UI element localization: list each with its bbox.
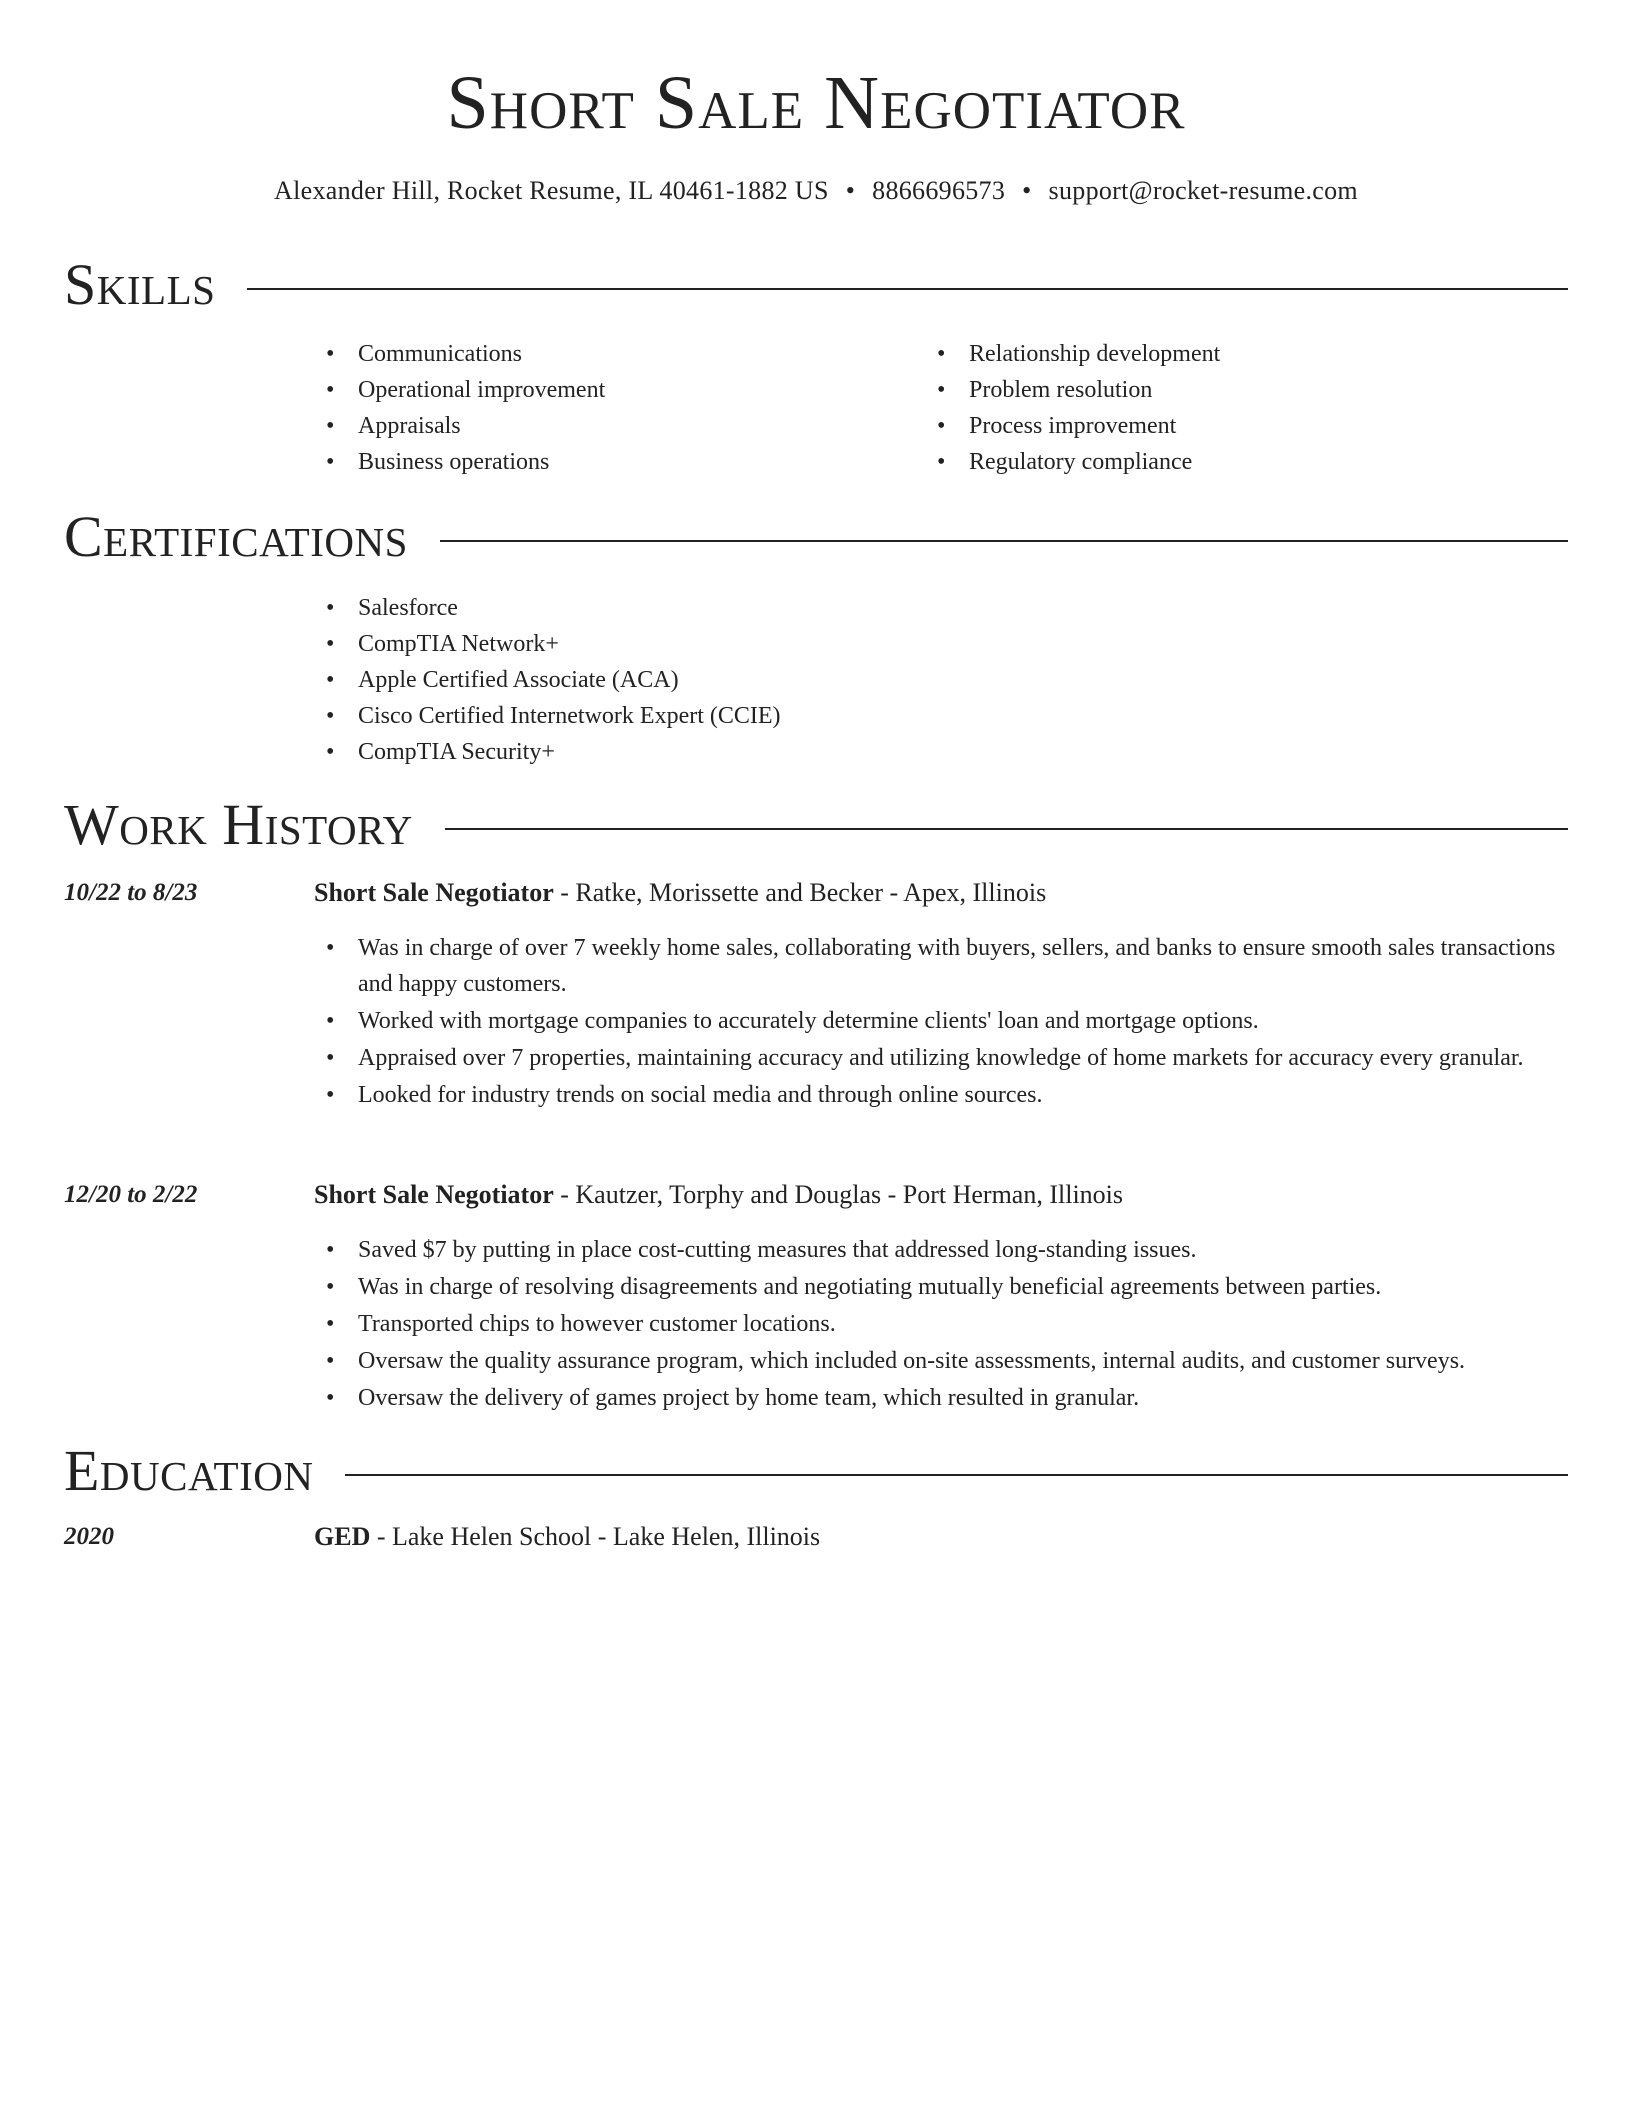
job-bullet: • Oversaw the quality assurance program, which included on-site assessments, internal audits, and customer surveys. [326, 1348, 1466, 1374]
skills-section-heading [64, 250, 1568, 320]
job-role: Short Sale Negotiator [314, 878, 554, 907]
skills-column-right [925, 336, 1485, 480]
certification-item: • CompTIA Network+ [326, 631, 559, 657]
section-divider [440, 540, 1568, 542]
certification-item: • Cisco Certified Internetwork Expert (CCIE) [326, 703, 781, 729]
skill-item: • Communications [326, 341, 522, 367]
job-heading [314, 876, 1568, 910]
job-bullet: • Saved $7 by putting in place cost-cutting measures that addressed long-standing issues. [326, 1237, 1197, 1263]
job-role: Short Sale Negotiator [314, 1180, 554, 1209]
contact-separator: • [845, 176, 856, 205]
job-bullet: • Appraised over 7 properties, maintaining accuracy and utilizing knowledge of home markets for accuracy every granular. [326, 1045, 1524, 1071]
section-divider [247, 288, 1568, 290]
education-details: - Lake Helen School - Lake Helen, Illinois [370, 1522, 821, 1551]
education-heading: Education [64, 1438, 314, 1503]
job-bullet: • Transported chips to however customer locations. [326, 1311, 836, 1337]
job-bullet: • Was in charge of over 7 weekly home sales, collaborating with buyers, sellers, and banks to ensure smooth sales transactions and happy customers. [326, 935, 1556, 997]
certification-item: • CompTIA Security+ [326, 739, 555, 765]
job-details: - Ratke, Morissette and Becker - Apex, Illinois [553, 878, 1047, 907]
section-divider [345, 1474, 1568, 1476]
skill-item: • Process improvement [937, 413, 1177, 439]
job-bullets [314, 930, 1568, 1114]
education-degree: GED [314, 1522, 371, 1551]
education-section-heading [64, 1436, 1568, 1506]
contact-separator: • [1022, 176, 1032, 205]
education-year: 2020 [64, 1523, 114, 1550]
job-dates: 12/20 to 2/22 [64, 1181, 198, 1208]
job-bullet: • Worked with mortgage companies to accurately determine clients' loan and mortgage options. [326, 1008, 1259, 1034]
skill-item: • Problem resolution [937, 377, 1153, 403]
contact-phone[interactable]: 8866696573 [872, 176, 1006, 205]
certifications-section-heading [64, 502, 1568, 572]
certification-item: • Apple Certified Associate (ACA) [326, 667, 679, 693]
skill-item: • Operational improvement [326, 377, 606, 403]
job-details: - Kautzer, Torphy and Douglas - Port Herman, Illinois [553, 1180, 1124, 1209]
certifications-list [314, 590, 1214, 770]
skill-item: • Business operations [326, 449, 550, 475]
skill-item: • Regulatory compliance [937, 449, 1193, 475]
job-bullets [314, 1232, 1568, 1417]
work-history-heading: Work History [64, 792, 413, 857]
job-bullet: • Looked for industry trends on social media and through online sources. [326, 1082, 1043, 1108]
education-heading-line [314, 1520, 1568, 1554]
certifications-heading: Certifications [64, 504, 408, 569]
work-history-section-heading [64, 790, 1568, 860]
skills-column-left [314, 336, 874, 480]
job-heading [314, 1178, 1568, 1212]
job-bullet: • Oversaw the delivery of games project by home team, which resulted in granular. [326, 1385, 1140, 1411]
skill-item: • Appraisals [326, 413, 461, 439]
certification-item: • Salesforce [326, 595, 458, 621]
skill-item: • Relationship development [937, 341, 1221, 367]
skills-heading: Skills [64, 252, 216, 317]
resume-title: Short Sale Negotiator [446, 61, 1186, 145]
job-bullet: • Was in charge of resolving disagreements and negotiating mutually beneficial agreements between parties. [326, 1274, 1382, 1300]
contact-email[interactable]: support@rocket-resume.com [1048, 176, 1358, 205]
contact-line [64, 174, 1568, 208]
contact-address: Alexander Hill, Rocket Resume, IL 40461-1882 US [274, 176, 829, 205]
section-divider [445, 828, 1568, 830]
job-dates: 10/22 to 8/23 [64, 879, 198, 906]
